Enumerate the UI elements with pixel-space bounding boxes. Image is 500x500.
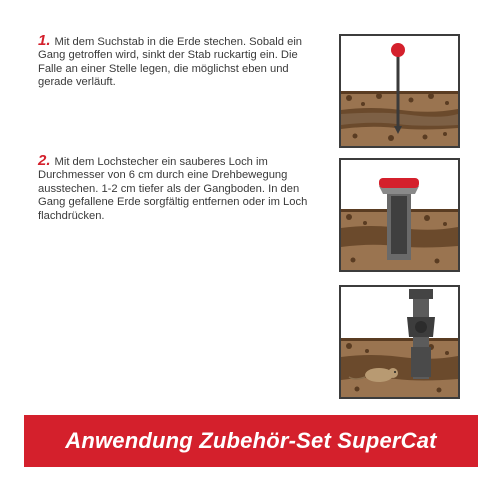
step-2-text: Mit dem Lochstecher ein sauberes Loch im Durchmesser von 6 cm durch eine Drehbewegung ausstechen. 1-2 cm tiefer als der Gangboden. In den Gang gefallene Erde sorgfältig entfernen oder im Loch flachdrücken. [38, 156, 308, 222]
illustration-hole-cutter [339, 158, 460, 272]
step-1 [38, 34, 313, 90]
step-1-number: 1. [38, 32, 51, 49]
step-2-number: 2. [38, 152, 51, 169]
title-banner [24, 415, 478, 467]
illustration-probe-rod [339, 34, 460, 148]
banner-title: Anwendung Zubehör-Set SuperCat [65, 428, 437, 453]
illustration-trap-with-mouse [339, 285, 460, 399]
step-2 [38, 154, 313, 223]
step-1-text: Mit dem Suchstab in die Erde stechen. Sobald ein Gang getroffen wird, sinkt der Stab ruckartig ein. Die Falle an einer Stelle legen, die möglichst eben und gerade verläuft. [38, 36, 303, 89]
